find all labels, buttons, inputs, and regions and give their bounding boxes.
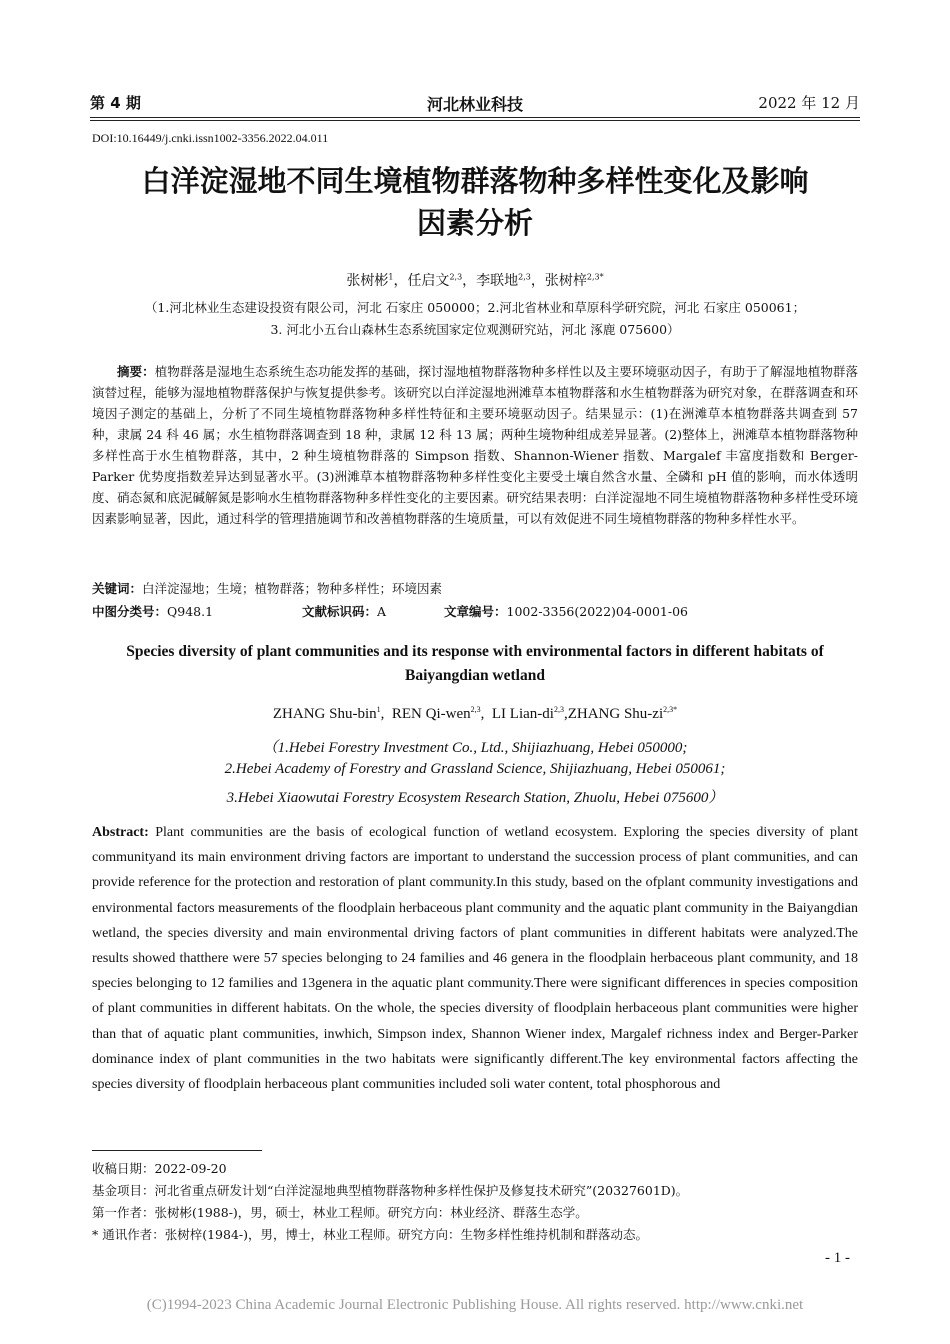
affiliation-en-line: 2.Hebei Academy of Forestry and Grassland Science, Shijiazhuang, Hebei 050061; xyxy=(224,761,726,777)
affiliation-en-line: 3.Hebei Xiaowutai Forestry Ecosystem Research Station, Zhuolu, Hebei 075600） xyxy=(226,790,724,806)
issue-number: 第 4 期 xyxy=(90,94,141,112)
keywords-cn xyxy=(92,578,858,599)
author-affil-mark: 2,3* xyxy=(663,705,678,714)
footnotes xyxy=(92,1158,858,1246)
footnote-rule xyxy=(92,1150,262,1151)
author-name-en: ZHANG Shu-bin xyxy=(272,706,377,722)
abstract-en-label: Abstract: xyxy=(92,825,149,840)
clc-number xyxy=(92,602,213,620)
first-author-note: 第一作者：张树彬(1988-)，男，硕士，林业工程师。研究方向：林业经济、群落生态学。 xyxy=(92,1205,588,1220)
header-rule-thin xyxy=(90,120,860,121)
author-affil-mark: 2,3 xyxy=(449,272,463,282)
clc-value: Q948.1 xyxy=(167,604,214,619)
article-number xyxy=(444,602,688,620)
author-affil-mark: 1 xyxy=(388,272,394,282)
affiliation-en-line: （1.Hebei Forestry Investment Co., Ltd., Shijiazhuang, Hebei 050000; xyxy=(262,740,688,756)
clc-label: 中图分类号： xyxy=(92,604,168,619)
author-affil-mark: 2,3* xyxy=(586,272,604,282)
affiliation-cn-line: 3. 河北小五台山森林生态系统国家定位观测研究站，河北 涿鹿 075600） xyxy=(270,322,680,337)
copyright-watermark: (C)1994-2023 China Academic Journal Electronic Publishing House. All rights reserved. http://www.cnki.net xyxy=(146,1297,804,1313)
author-name-en: ZHANG Shu-zi xyxy=(567,706,664,722)
fund-project: 基金项目：河北省重点研发计划“白洋淀湿地典型植物群落物种多样性保护及修复技术研究”(20327601D)。 xyxy=(92,1183,689,1198)
title-en-line: Baiyangdian wetland xyxy=(405,667,545,684)
abstract-cn-label: 摘要： xyxy=(117,364,155,379)
header-rule xyxy=(90,117,860,118)
title-cn-line: 白洋淀湿地不同生境植物群落物种多样性变化及影响 xyxy=(141,164,809,198)
author-affil-mark: 2,3 xyxy=(470,705,481,714)
document-code-value: A xyxy=(377,604,387,619)
author-name: 张树梓 xyxy=(544,273,587,289)
page-number: - 1 - xyxy=(825,1250,850,1266)
authors-cn: 张树彬$^1$，任启文$^{2,3}$，李联地$^{2,3}$，张树梓$^{2,3*}$ xyxy=(346,272,604,289)
abstract-cn xyxy=(92,361,858,529)
doi[interactable]: DOI:10.16449/j.cnki.issn1002-3356.2022.04.011 xyxy=(92,131,329,145)
authors-en: ZHANG Shu-bin$^1$, REN Qi-wen$^{2,3}$, LI Lian-di$^{2,3}$,ZHANG Shu-$zi^{2,3*}$ xyxy=(272,705,678,722)
document-code xyxy=(302,602,386,620)
author-name: 任启文 xyxy=(407,273,450,289)
issue-date: 2022 年 12 月 xyxy=(758,94,860,112)
received-date: 收稿日期：2022-09-20 xyxy=(92,1161,227,1176)
author-name: 李联地 xyxy=(476,273,519,289)
author-name-en: REN Qi-wen xyxy=(391,706,471,722)
abstract-en xyxy=(92,820,858,1097)
keywords-label: 关键词： xyxy=(92,581,143,596)
document-code-label: 文献标识码： xyxy=(302,604,378,619)
article-number-value: 1002-3356(2022)04-0001-06 xyxy=(506,604,688,619)
abstract-en-text: Plant communities are the basis of ecological function of wetland ecosystem. Exploring the species diversity of plant communityand its main environment driving factors are important to understand the succession process of plant communities, and can provide reference for the protection and restoration of plant community.In this study, based on the ofplant community investigations and environmental factors measurements of the floodplain herbaceous plant community and the aquatic plant community in the Baiyangdian wetland, the species diversity and main environmental driving factors of plant communities in different habitats were analyzed.The results showed thatthere were 57 species belonging to 24 families and 46 genera in the floodplain herbaceous plant community, and 18 species belonging to 12 families and 13genera in the aquatic plant community.There were significant differences in species composition of plant communities in different habitats. On the whole, the species diversity of floodplain herbaceous plant communities were higher than that of aquatic plant communities, inwhich, Simpson index, Shannon Wiener index, Margalef richness index and Berger-Parker dominance index of plant communities in the two habitats were significantly different.The key environmental factors affecting the species diversity of floodplain herbaceous plant communities included soli water content, total phosphorous and xyxy=(92,825,858,1093)
author-name: 张树彬 xyxy=(346,273,389,289)
journal-name: 河北林业科技 xyxy=(426,95,523,114)
title-en xyxy=(90,640,860,688)
corresponding-author-note: * 通讯作者：张树梓(1984-)，男，博士，林业工程师。研究方向：生物多样性维持机制和群落动态。 xyxy=(92,1227,649,1242)
title-en-line: Species diversity of plant communities and its response with environmental factors in different habitats of xyxy=(126,643,824,660)
title-cn-line: 因素分析 xyxy=(416,206,533,240)
affiliation-cn-line: （1.河北林业生态建设投资有限公司，河北 石家庄 050000；2.河北省林业和草原科学研究院，河北 石家庄 050061； xyxy=(144,300,806,315)
author-affil-mark: 2,3 xyxy=(553,705,564,714)
title-cn xyxy=(90,160,860,244)
author-affil-mark: 1 xyxy=(376,705,381,714)
article-number-label: 文章编号： xyxy=(444,604,507,619)
abstract-cn-text: 植物群落是湿地生态系统生态功能发挥的基础，探讨湿地植物群落物种多样性以及主要环境驱动因子，有助于了解湿地植物群落演替过程，能够为湿地植物群落保护与恢复提供参考。该研究以白洋淀湿地洲滩草本植物群落和水生植物群落为研究对象，在群落调查和环境因子测定的基础上，分析了不同生境植物群落物种多样性特征和主要环境驱动因子。结果显示：(1)在洲滩草本植物群落共调查到 57 种，隶属 24 科 46 属；水生植物群落调查到 18 种，隶属 12 科 13 属；两种生境物种组成差异显著。(2)整体上，洲滩草本植物群落物种多样性高于水生植物群落，其中，2 种生境植物群落的 Simpson 指数、Shannon-Wiener 指数、Margalef 丰富度指数和 Berger-Parker 优势度指数差异达到显著水平。(3)洲滩草本植物群落物种多样性变化主要受土壤自然含水量、全磷和 pH 值的影响，而水体透明度、硝态氮和底泥碱解氮是影响水生植物群落物种多样性变化的主要因素。研究结果表明：白洋淀湿地不同生境植物群落物种多样性受环境因素影响显著，因此，通过科学的管理措施调节和改善植物群落的生境质量，可以有效促进不同生境植物群落的物种多样性水平。 xyxy=(92,364,858,526)
author-affil-mark: 2,3 xyxy=(518,272,531,282)
running-header xyxy=(90,88,860,118)
author-name-en: LI Lian-di xyxy=(491,706,554,722)
keywords-text: 白洋淀湿地；生境；植物群落；物种多样性；环境因素 xyxy=(142,581,443,596)
